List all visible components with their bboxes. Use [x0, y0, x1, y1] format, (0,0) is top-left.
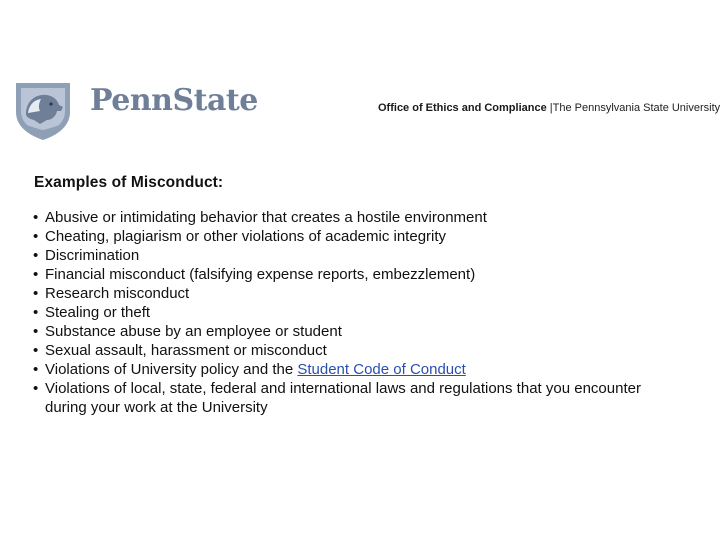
list-item-text: Research misconduct: [45, 285, 190, 302]
university-name: The Pennsylvania State University: [552, 102, 720, 114]
list-item-text: Cheating, plagiarism or other violations of academic integrity: [45, 228, 447, 245]
list-item: [34, 379, 704, 417]
pennstate-wordmark: PennState: [90, 83, 258, 118]
list-item: [34, 246, 704, 265]
list-item: [34, 284, 704, 303]
student-code-of-conduct-link[interactable]: Student Code of Conduct: [297, 361, 466, 378]
list-item: [34, 265, 704, 284]
list-item: [34, 208, 704, 227]
list-item: [34, 360, 704, 379]
list-item-text: Substance abuse by an employee or student: [45, 323, 342, 340]
page-header: [0, 0, 720, 150]
list-item: [34, 227, 704, 246]
list-item: [34, 341, 704, 360]
bullet: •: [33, 209, 39, 226]
page-heading: Examples of Misconduct:: [34, 174, 224, 191]
bullet: •: [33, 361, 39, 378]
pennstate-logo[interactable]: [12, 80, 258, 142]
list-item-text: Financial misconduct (falsifying expense reports, embezzlement): [45, 266, 476, 283]
bullet: •: [33, 228, 39, 245]
title-separator: |: [549, 102, 553, 114]
bullet: •: [33, 380, 39, 397]
list-item: [34, 322, 704, 341]
main-content: [34, 174, 704, 417]
bullet: •: [33, 285, 39, 302]
misconduct-list: [34, 208, 704, 417]
office-title: [378, 102, 720, 114]
office-name: Office of Ethics and Compliance: [378, 102, 547, 114]
list-item-continuation: during your work at the University: [45, 399, 268, 416]
bullet: •: [33, 304, 39, 321]
list-item-text: Discrimination: [45, 247, 140, 264]
list-item-text: Abusive or intimidating behavior that creates a hostile environment: [45, 209, 487, 226]
bullet: •: [33, 266, 39, 283]
list-item-text: Violations of local, state, federal and international laws and regulations that you encounter: [45, 380, 641, 397]
list-item-text: Violations of University policy and the: [45, 361, 298, 378]
list-item-text: Stealing or theft: [45, 304, 151, 321]
nittany-lion-shield-icon: [12, 80, 74, 142]
list-item: [34, 303, 704, 322]
list-item-text: Sexual assault, harassment or misconduct: [45, 342, 327, 359]
bullet: •: [33, 323, 39, 340]
bullet: •: [33, 342, 39, 359]
bullet: •: [33, 247, 39, 264]
